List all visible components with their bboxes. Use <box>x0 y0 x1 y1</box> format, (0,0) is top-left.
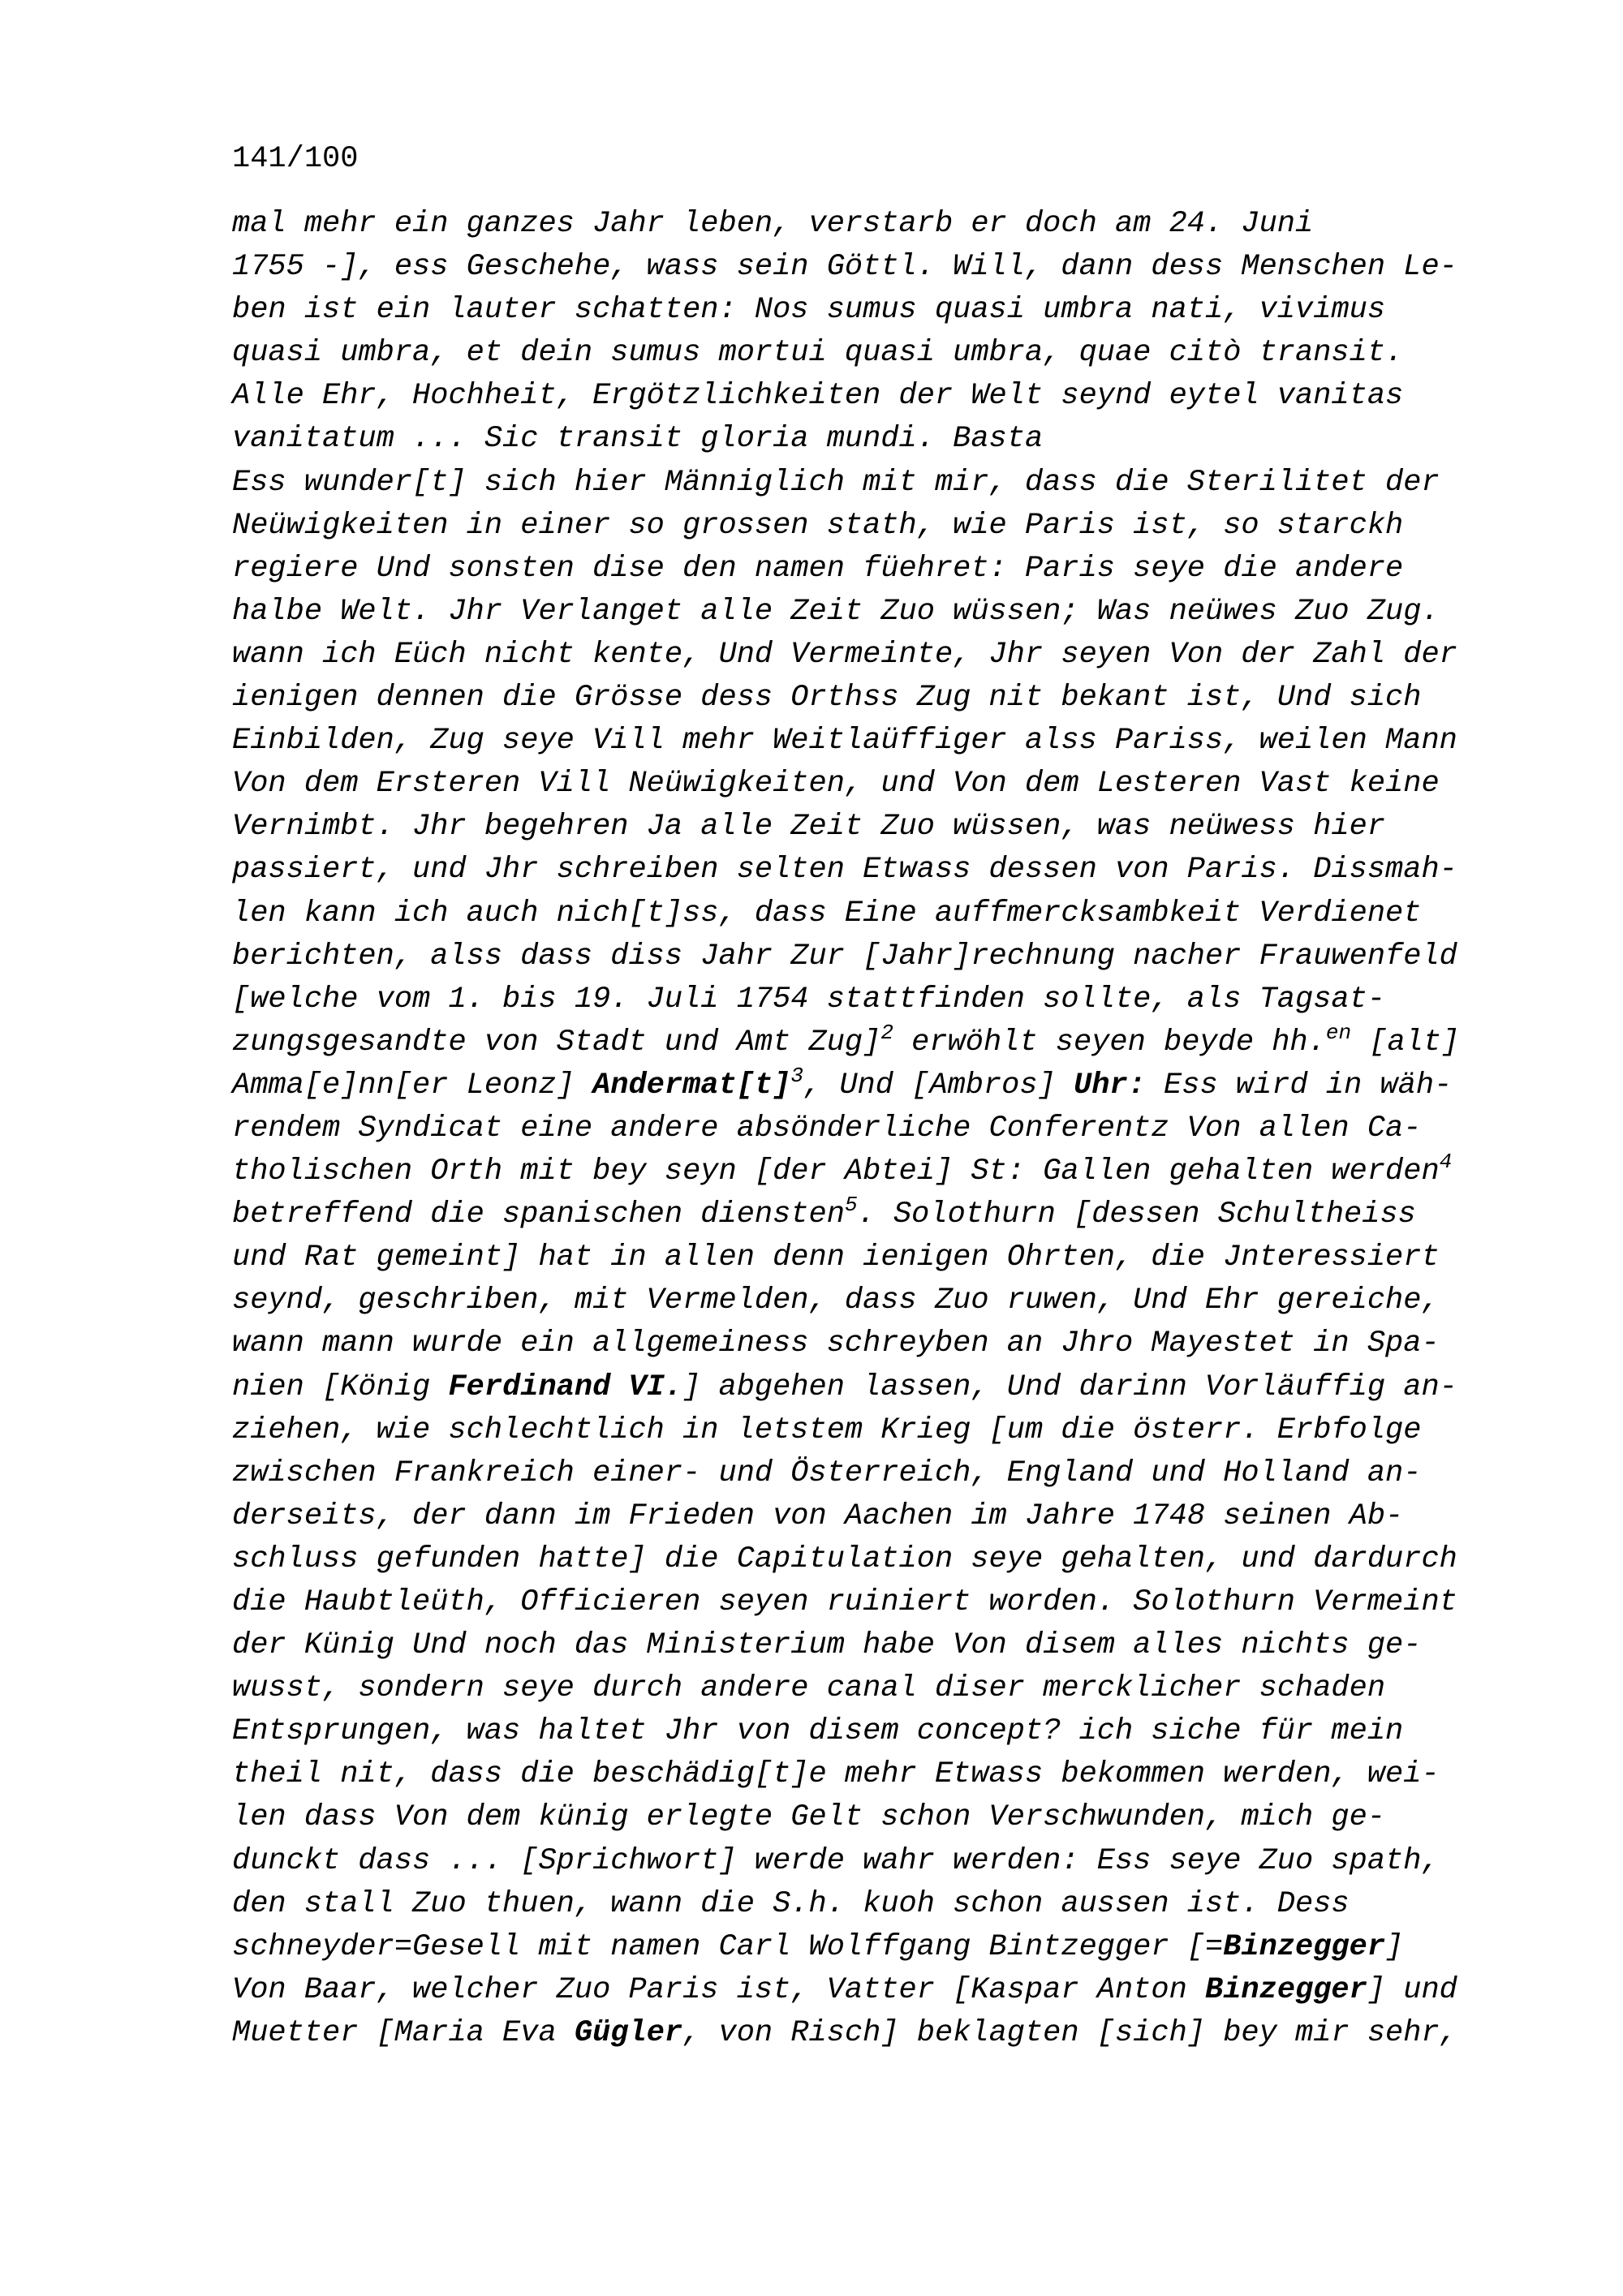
text-segment: nien [König <box>232 1369 449 1404</box>
text-segment: [welche vom 1. bis 19. Juli 1754 stattfinden sollte, als Tagsat- <box>232 982 1386 1017</box>
text-segment: vanitatum ... Sic transit gloria mundi. Basta <box>232 422 1044 457</box>
footnote-marker: 2 <box>880 1020 893 1045</box>
text-line <box>232 1969 1547 2012</box>
text-segment: Alle Ehr, Hochheit, Ergötzlichkeiten der Welt seynd eytel vanitas <box>232 379 1404 414</box>
text-line <box>232 763 1547 806</box>
text-line <box>232 418 1547 461</box>
footnote-marker: en <box>1325 1020 1352 1045</box>
text-line <box>232 1193 1547 1236</box>
text-line <box>232 1409 1547 1452</box>
bold-name: Gügler <box>574 2015 683 2050</box>
text-segment: 1755 -], ess Geschehe, wass sein Göttl. Will, dann dess Menschen Le- <box>232 250 1457 285</box>
text-line <box>232 462 1547 505</box>
text-segment: zwischen Frankreich einer- und Österreich, England und Holland an- <box>232 1455 1422 1490</box>
text-line <box>232 1796 1547 1839</box>
text-line <box>232 1538 1547 1581</box>
text-line <box>232 1495 1547 1538</box>
text-line <box>232 1710 1547 1753</box>
text-line <box>232 548 1547 591</box>
text-segment: tholischen Orth mit bey seyn [der Abtei] St: Gallen gehalten werden <box>232 1154 1440 1189</box>
text-segment: derseits, der dann im Frieden von Aachen im Jahre 1748 seinen Ab- <box>232 1498 1404 1533</box>
text-segment: quasi umbra, et dein sumus mortui quasi umbra, quae citò transit. <box>232 336 1404 371</box>
text-line <box>232 1107 1547 1150</box>
text-line <box>232 1322 1547 1365</box>
text-line <box>232 246 1547 289</box>
text-segment: ] <box>1385 1929 1404 1964</box>
text-segment: betreffend die spanischen diensten <box>232 1197 845 1232</box>
text-line <box>232 1279 1547 1322</box>
text-line <box>232 1021 1547 1064</box>
text-segment: . Solothurn [dessen Schultheiss <box>857 1197 1416 1232</box>
footnote-marker: 5 <box>844 1193 858 1218</box>
text-line <box>232 1452 1547 1495</box>
text-segment: Von dem Ersteren Vill Neüwigkeiten, und Von dem Lesteren Vast keine <box>232 767 1440 802</box>
text-segment: seynd, geschriben, mit Vermelden, dass Zuo ruwen, Und Ehr gereiche, <box>232 1283 1440 1318</box>
text-segment: ] abgehen lassen, Und darinn Vorläuffig an- <box>682 1369 1457 1404</box>
text-segment: len kann ich auch nich[t]ss, dass Eine auffmercksambkeit Verdienet <box>232 896 1422 931</box>
text-segment: zungsgesandte von Stadt und Amt Zug] <box>232 1025 881 1060</box>
text-line <box>232 203 1547 246</box>
text-line <box>232 591 1547 634</box>
text-segment: wusst, sondern seye durch andere canal diser mercklicher schaden <box>232 1671 1386 1706</box>
text-segment: wann mann wurde ein allgemeiness schreyben an Jhro Mayestet in Spa- <box>232 1326 1440 1361</box>
text-segment: rendem Syndicat eine andere absönderliche Conferentz Von allen Ca- <box>232 1111 1422 1146</box>
text-segment: der Künig Und noch das Ministerium habe Von disem alles nichts ge- <box>232 1628 1422 1663</box>
footnote-marker: 4 <box>1439 1150 1453 1175</box>
text-segment: , Und [Ambros] <box>803 1068 1074 1103</box>
text-segment: Muetter [Maria Eva <box>232 2015 575 2050</box>
text-segment: theil nit, dass die beschädig[t]e mehr Etwass bekommen werden, wei- <box>232 1757 1440 1792</box>
text-line <box>232 978 1547 1021</box>
footnote-marker: 3 <box>790 1063 803 1088</box>
text-segment: Vernimbt. Jhr begehren Ja alle Zeit Zuo wüssen, was neüwess hier <box>232 810 1386 845</box>
text-segment: Ess wunder[t] sich hier Männiglich mit mir, dass die Sterilitet der <box>232 465 1440 500</box>
text-segment: den stall Zuo thuen, wann die S.h. kuoh schon aussen ist. Dess <box>232 1886 1350 1921</box>
text-line <box>232 505 1547 548</box>
text-line <box>232 332 1547 375</box>
transcription-text <box>232 203 1547 2055</box>
text-line <box>232 1150 1547 1193</box>
text-line <box>232 806 1547 849</box>
text-segment: Einbilden, Zug seye Vill mehr Weitlaüffiger alss Pariss, weilen Mann <box>232 724 1457 759</box>
text-line <box>232 720 1547 763</box>
bold-name: Andermat[t] <box>592 1068 791 1103</box>
text-line <box>232 634 1547 677</box>
text-segment: regiere Und sonsten dise den namen füehret: Paris seye die andere <box>232 551 1404 586</box>
text-segment: Amma[e]nn[er Leonz] <box>232 1068 593 1103</box>
text-segment: Entsprungen, was haltet Jhr von disem concept? ich siche für mein <box>232 1714 1404 1749</box>
text-line <box>232 1236 1547 1279</box>
text-segment: [alt] <box>1351 1025 1460 1060</box>
text-segment: schneyder=Gesell mit namen Carl Wolffgang Bintzegger [= <box>232 1929 1224 1964</box>
text-segment: schluss gefunden hatte] die Capitulation seye gehalten, und dardurch <box>232 1541 1457 1576</box>
bold-name: Binzegger <box>1223 1929 1386 1964</box>
text-line <box>232 289 1547 332</box>
text-line <box>232 849 1547 892</box>
bold-name: Binzegger <box>1205 1972 1367 2007</box>
text-segment: die Haubtleüth, Officieren seyen ruiniert worden. Solothurn Vermeint <box>232 1585 1457 1619</box>
text-segment: mal mehr ein ganzes Jahr leben, verstarb er doch am 24. Juni <box>232 207 1314 241</box>
text-line <box>232 1064 1547 1107</box>
text-segment: erwöhlt seyen beyde hh. <box>893 1025 1326 1060</box>
text-segment: ben ist ein lauter schatten: Nos sumus quasi umbra nati, vivimus <box>232 293 1386 328</box>
text-line <box>232 1624 1547 1667</box>
text-line <box>232 1366 1547 1409</box>
bold-name: Ferdinand VI. <box>448 1369 683 1404</box>
text-line <box>232 2012 1547 2055</box>
text-line <box>232 375 1547 418</box>
text-segment: Ess wird in wäh- <box>1145 1068 1453 1103</box>
text-segment: , von Risch] beklagten [sich] bey mir sehr, <box>682 2015 1457 2050</box>
text-segment: und Rat gemeint] hat in allen denn ienigen Ohrten, die Jnteressiert <box>232 1240 1440 1275</box>
text-segment: Von Baar, welcher Zuo Paris ist, Vatter [Kaspar Anton <box>232 1972 1205 2007</box>
text-line <box>232 1581 1547 1624</box>
text-line <box>232 677 1547 720</box>
text-line <box>232 1667 1547 1710</box>
page-number: 141/100 <box>232 142 359 176</box>
text-line <box>232 1840 1547 1883</box>
text-segment: berichten, alss dass diss Jahr Zur [Jahr]rechnung nacher Frauwenfeld <box>232 939 1457 974</box>
text-line <box>232 1753 1547 1796</box>
text-segment: wann ich Eüch nicht kente, Und Vermeinte, Jhr seyen Von der Zahl der <box>232 637 1457 672</box>
text-segment: halbe Welt. Jhr Verlanget alle Zeit Zuo wüssen; Was neüwes Zuo Zug. <box>232 594 1440 629</box>
text-segment: ] und <box>1367 1972 1457 2007</box>
text-line <box>232 1926 1547 1969</box>
text-segment: len dass Von dem künig erlegte Gelt schon Verschwunden, mich ge- <box>232 1800 1386 1835</box>
bold-name: Uhr: <box>1074 1068 1146 1103</box>
text-segment: ziehen, wie schlechtlich in letstem Krieg [um die österr. Erbfolge <box>232 1412 1422 1447</box>
text-segment: Neüwigkeiten in einer so grossen stath, wie Paris ist, so starckh <box>232 508 1404 543</box>
text-line <box>232 935 1547 978</box>
text-line <box>232 892 1547 935</box>
text-segment: dunckt dass ... [Sprichwort] werde wahr werden: Ess seye Zuo spath, <box>232 1843 1440 1878</box>
text-segment: ienigen dennen die Grösse dess Orthss Zug nit bekant ist, Und sich <box>232 681 1422 716</box>
text-line <box>232 1883 1547 1926</box>
text-segment: passiert, und Jhr schreiben selten Etwass dessen von Paris. Dissmah- <box>232 853 1457 888</box>
